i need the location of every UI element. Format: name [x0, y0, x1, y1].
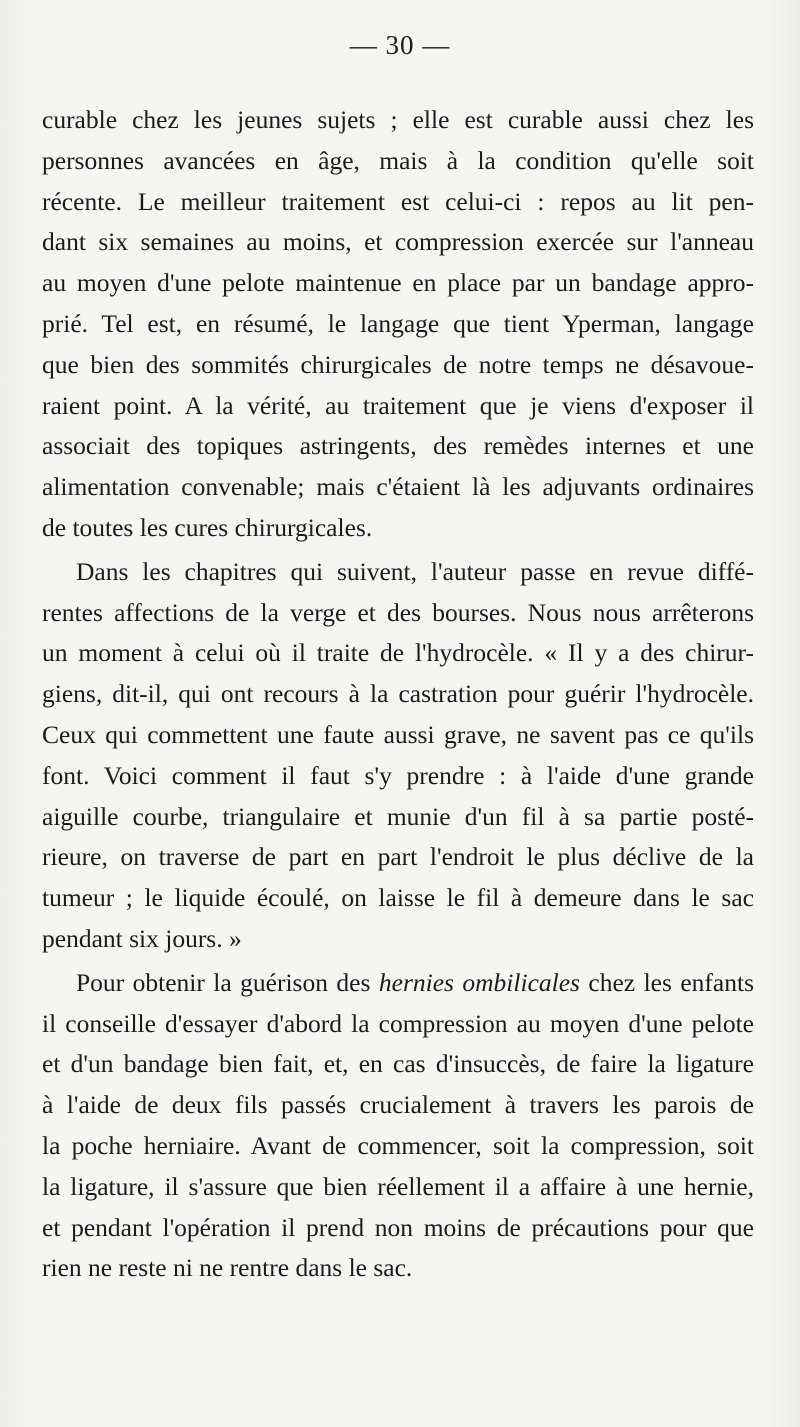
text-line: à l'aide de deux fils passés crucialement à travers les parois de [42, 1090, 754, 1120]
text-line: font. Voici comment il faut s'y prendre : à l'aide d'une grande [42, 760, 754, 790]
text-line: la ligature, il s'assure que bien réellement il a affaire à une hernie, [42, 1171, 754, 1201]
body-text [42, 100, 754, 1289]
text-line: aiguille courbe, triangulaire et munie d'un fil à sa partie posté- [42, 801, 754, 831]
paragraph-1 [42, 100, 754, 549]
text-line: rentes affections de la verge et des bourses. Nous nous arrêterons [42, 597, 754, 627]
text-line: Ceux qui commettent une faute aussi grave, ne savent pas ce qu'ils [42, 719, 754, 749]
text-line: personnes avancées en âge, mais à la condition qu'elle soit [42, 145, 754, 175]
text-line: raient point. A la vérité, au traitement que je viens d'exposer il [42, 390, 754, 420]
text-line: un moment à celui où il traite de l'hydrocèle. « Il y a des chirur- [42, 638, 754, 668]
text-line: que bien des sommités chirurgicales de notre temps ne désavoue- [42, 349, 754, 379]
paragraph-2 [42, 552, 754, 960]
text-line: et d'un bandage bien fait, et, en cas d'insuccès, de faire la ligature [42, 1049, 754, 1079]
text-run: chez les enfants [579, 967, 754, 997]
text-line: dant six semaines au moins, et compression exercée sur l'anneau [42, 227, 754, 257]
text-line [42, 963, 754, 1004]
text-line: de toutes les cures chirurgicales. [42, 512, 373, 542]
text-line: et pendant l'opération il prend non moins de précautions pour que [42, 1212, 754, 1242]
italic-term: hernies ombilicales [378, 967, 580, 997]
text-line: alimentation convenable; mais c'étaient là les adjuvants ordinaires [42, 472, 754, 502]
text-line: tumeur ; le liquide écoulé, on laisse le fil à demeure dans le sac [42, 883, 754, 913]
text-line: récente. Le meilleur traitement est celui-ci : repos au lit pen- [42, 186, 754, 216]
text-line: giens, dit-il, qui ont recours à la castration pour guérir l'hydrocèle. [42, 679, 754, 709]
text-run: Pour obtenir la guérison des [76, 967, 379, 997]
text-line: la poche herniaire. Avant de commencer, soit la compression, soit [42, 1130, 754, 1160]
text-line: rieure, on traverse de part en part l'endroit le plus déclive de la [42, 842, 754, 872]
text-line: Dans les chapitres qui suivent, l'auteur passe en revue diffé- [76, 556, 754, 586]
paragraph-3 [42, 963, 754, 1289]
text-line: rien ne reste ni ne rentre dans le sac. [42, 1253, 413, 1283]
text-line: curable chez les jeunes sujets ; elle est curable aussi chez les [42, 105, 754, 134]
text-line: prié. Tel est, en résumé, le langage que tient Yperman, langage [42, 308, 754, 338]
text-line: il conseille d'essayer d'abord la compression au moyen d'une pelote [42, 1008, 754, 1038]
text-line: pendant six jours. » [42, 923, 242, 953]
text-line: associait des topiques astringents, des remèdes internes et une [42, 431, 754, 461]
text-line: au moyen d'une pelote maintenue en place par un bandage appro- [42, 268, 754, 298]
page-number: — 30 — [349, 30, 451, 60]
